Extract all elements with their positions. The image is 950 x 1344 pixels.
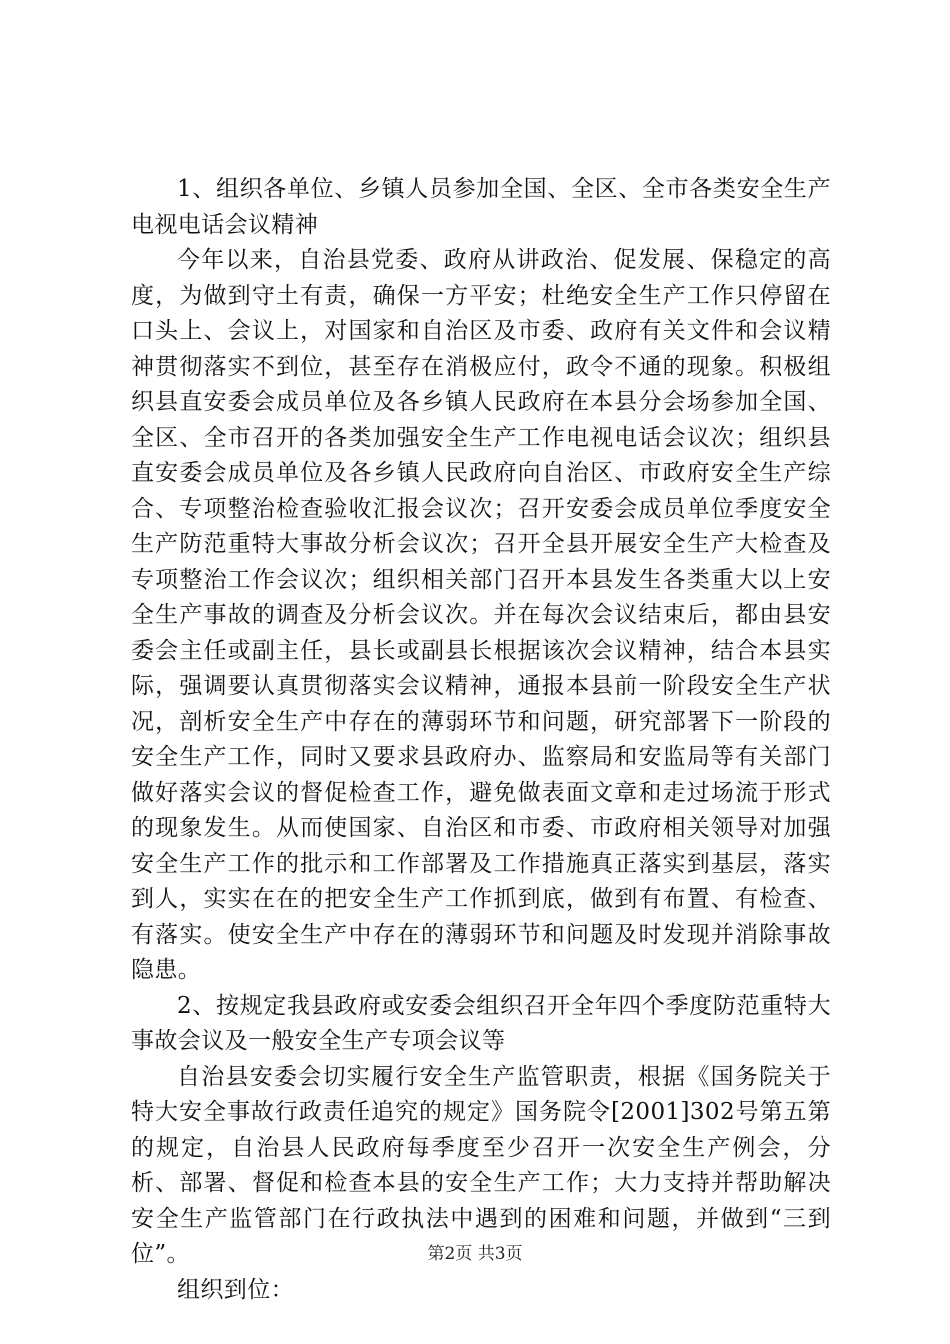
page-number-footer: 第2页 共3页 [427, 1244, 523, 1264]
heading-item-1: 1、组织各单位、乡镇人员参加全国、全区、全市各类安全生产电视电话会议精神 [131, 176, 831, 238]
body-paragraph-3: 组织到位： [177, 1276, 294, 1303]
heading-item-2: 2、按规定我县政府或安委会组织召开全年四个季度防范重特大事故会议及一般安全生产专项会议等 [131, 992, 831, 1054]
body-paragraph-1: 今年以来，自治县党委、政府从讲政治、促发展、保稳定的高度，为做到守土有责，确保一方平安；杜绝安全生产工作只停留在口头上、会议上，对国家和自治区及市委、政府有关文件和会议精神贯彻落实不到位，甚至存在消极应付，政令不通的现象。积极组织县直安委会成员单位及各乡镇人民政府在本县分会场参加全国、全区、全市召开的各类加强安全生产工作电视电话会议次；组织县直安委会成员单位及各乡镇人民政府向自治区、市政府安全生产综合、专项整治检查验收汇报会议次；召开安委会成员单位季度安全生产防范重特大事故分析会议次；召开全县开展安全生产大检查及专项整治工作会议次；组织相关部门召开本县发生各类重大以上安全生产事故的调查及分析会议次。并在每次会议结束后，都由县安委会主任或副主任，县长或副县长根据该次会议精神，结合本县实际，强调要认真贯彻落实会议精神，通报本县前一阶段安全生产状况，剖析安全生产中存在的薄弱环节和问题，研究部署下一阶段的安全生产工作，同时又要求县政府办、监察局和安监局等有关部门做好落实会议的督促检查工作，避免做表面文章和走过场流于形式的现象发生。从而使国家、自治区和市委、市政府相关领导对加强安全生产工作的批示和工作部署及工作措施真正落实到基层，落实到人，实实在在的把安全生产工作抓到底，做到有布置、有检查、有落实。使安全生产中存在的薄弱环节和问题及时发现并消除事故隐患。 [131, 247, 831, 983]
body-paragraph-2: 自治县安委会切实履行安全生产监管职责，根据《国务院关于特大安全事故行政责任追究的规定》国务院令[2001]302号第五第的规定，自治县人民政府每季度至少召开一次安全生产例会，分析、部署、督促和检查本县的安全生产工作；大力支持并帮助解决安全生产监管部门在行政执法中遇到的困难和问题，并做到“三到位”。 [131, 1063, 831, 1267]
document-body [131, 172, 831, 1308]
